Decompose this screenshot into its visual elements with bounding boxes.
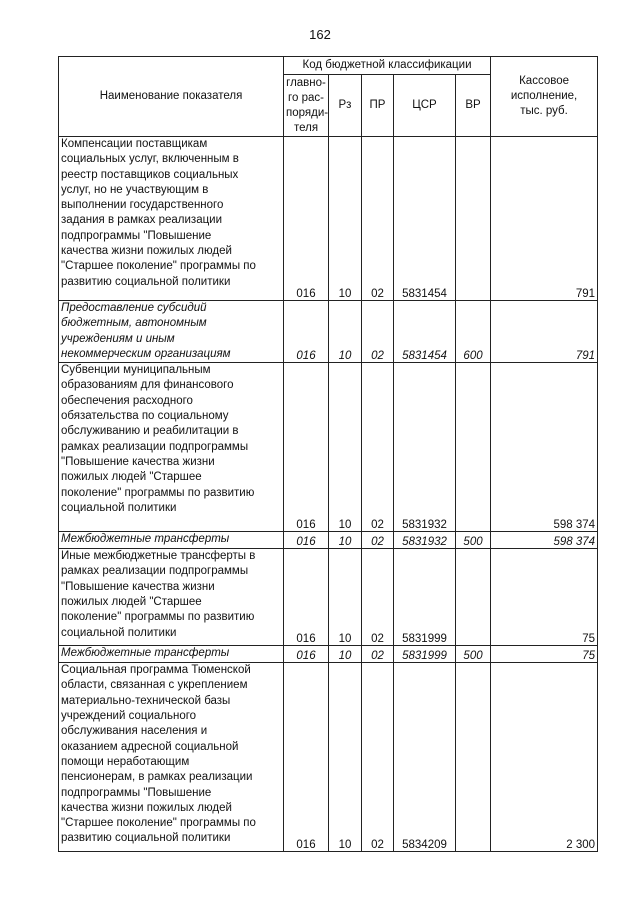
table-row: [59, 663, 598, 852]
header-csr: ЦСР: [394, 75, 456, 137]
row-vr: [456, 137, 491, 301]
header-amount: Кассовое исполнение, тыс. руб.: [491, 57, 598, 137]
table-row: [59, 532, 598, 549]
row-name: Социальная программа Тюменской области, связанная с укреплением материально-технической базы учреждений социального обслуживания населения и оказанием адресной социальной помощи неработающим пенсионерам, в рамках реализации подпрограммы "Повышение качества жизни пожилых людей "Старшее поколение" программы по развитию социальной политики: [59, 663, 284, 852]
row-rz: 10: [329, 137, 362, 301]
row-rz: 10: [329, 663, 362, 852]
header-vr: ВР: [456, 75, 491, 137]
row-rz: 10: [329, 301, 362, 363]
row-name: Субвенции муниципальным образованиям для финансового обеспечения расходного обязательства по социальному обслуживанию и реабилитации в рамках реализации подпрограммы "Повышение качества жизни пожилых людей "Старшее поколение" программы по развитию социальной политики: [59, 363, 284, 532]
row-csr: 5831454: [394, 301, 456, 363]
row-grs: 016: [284, 646, 329, 663]
row-name: Межбюджетные трансферты: [59, 646, 284, 663]
row-amount: 791: [491, 137, 598, 301]
header-name: Наименование показателя: [59, 57, 284, 137]
row-grs: 016: [284, 301, 329, 363]
row-name: Компенсации поставщикам социальных услуг, включенным в реестр поставщиков социальных услуг, но не участвующим в выполнении государственного задания в рамках реализации подпрограммы "Повышение качества жизни пожилых людей "Старшее поколение" программы по развитию социальной политики: [59, 137, 284, 301]
row-csr: 5831932: [394, 532, 456, 549]
header-pr: ПР: [362, 75, 394, 137]
row-name: Иные межбюджетные трансферты в рамках реализации подпрограммы "Повышение качества жизни пожилых людей "Старшее поколение" программы по развитию социальной политики: [59, 549, 284, 646]
row-grs: 016: [284, 663, 329, 852]
row-pr: 02: [362, 301, 394, 363]
row-vr: 500: [456, 646, 491, 663]
row-pr: 02: [362, 646, 394, 663]
row-grs: 016: [284, 549, 329, 646]
row-vr: [456, 549, 491, 646]
row-grs: 016: [284, 137, 329, 301]
row-pr: 02: [362, 137, 394, 301]
page-number: 162: [309, 27, 331, 42]
table-row: [59, 137, 598, 301]
row-amount: 2 300: [491, 663, 598, 852]
row-rz: 10: [329, 549, 362, 646]
budget-table: [58, 56, 598, 852]
row-pr: 02: [362, 549, 394, 646]
row-csr: 5831454: [394, 137, 456, 301]
row-csr: 5834209: [394, 663, 456, 852]
row-amount: 75: [491, 646, 598, 663]
row-name: Предоставление субсидий бюджетным, автономным учреждениям и иным некоммерческим организациям: [59, 301, 284, 363]
table-row: [59, 301, 598, 363]
row-amount: 791: [491, 301, 598, 363]
table-row: [59, 646, 598, 663]
row-rz: 10: [329, 532, 362, 549]
row-csr: 5831999: [394, 646, 456, 663]
table-row: [59, 363, 598, 532]
header-classification-code: Код бюджетной классификации: [284, 57, 491, 75]
row-vr: [456, 363, 491, 532]
row-rz: 10: [329, 363, 362, 532]
row-csr: 5831999: [394, 549, 456, 646]
row-amount: 598 374: [491, 363, 598, 532]
row-rz: 10: [329, 646, 362, 663]
row-grs: 016: [284, 532, 329, 549]
row-amount: 598 374: [491, 532, 598, 549]
row-name: Межбюджетные трансферты: [59, 532, 284, 549]
header-rz: Рз: [329, 75, 362, 137]
row-csr: 5831932: [394, 363, 456, 532]
row-vr: 500: [456, 532, 491, 549]
row-vr: [456, 663, 491, 852]
row-pr: 02: [362, 663, 394, 852]
row-amount: 75: [491, 549, 598, 646]
row-pr: 02: [362, 363, 394, 532]
row-grs: 016: [284, 363, 329, 532]
row-pr: 02: [362, 532, 394, 549]
row-vr: 600: [456, 301, 491, 363]
header-grs: главно- го рас- поряди- теля: [284, 75, 329, 137]
table-row: [59, 549, 598, 646]
